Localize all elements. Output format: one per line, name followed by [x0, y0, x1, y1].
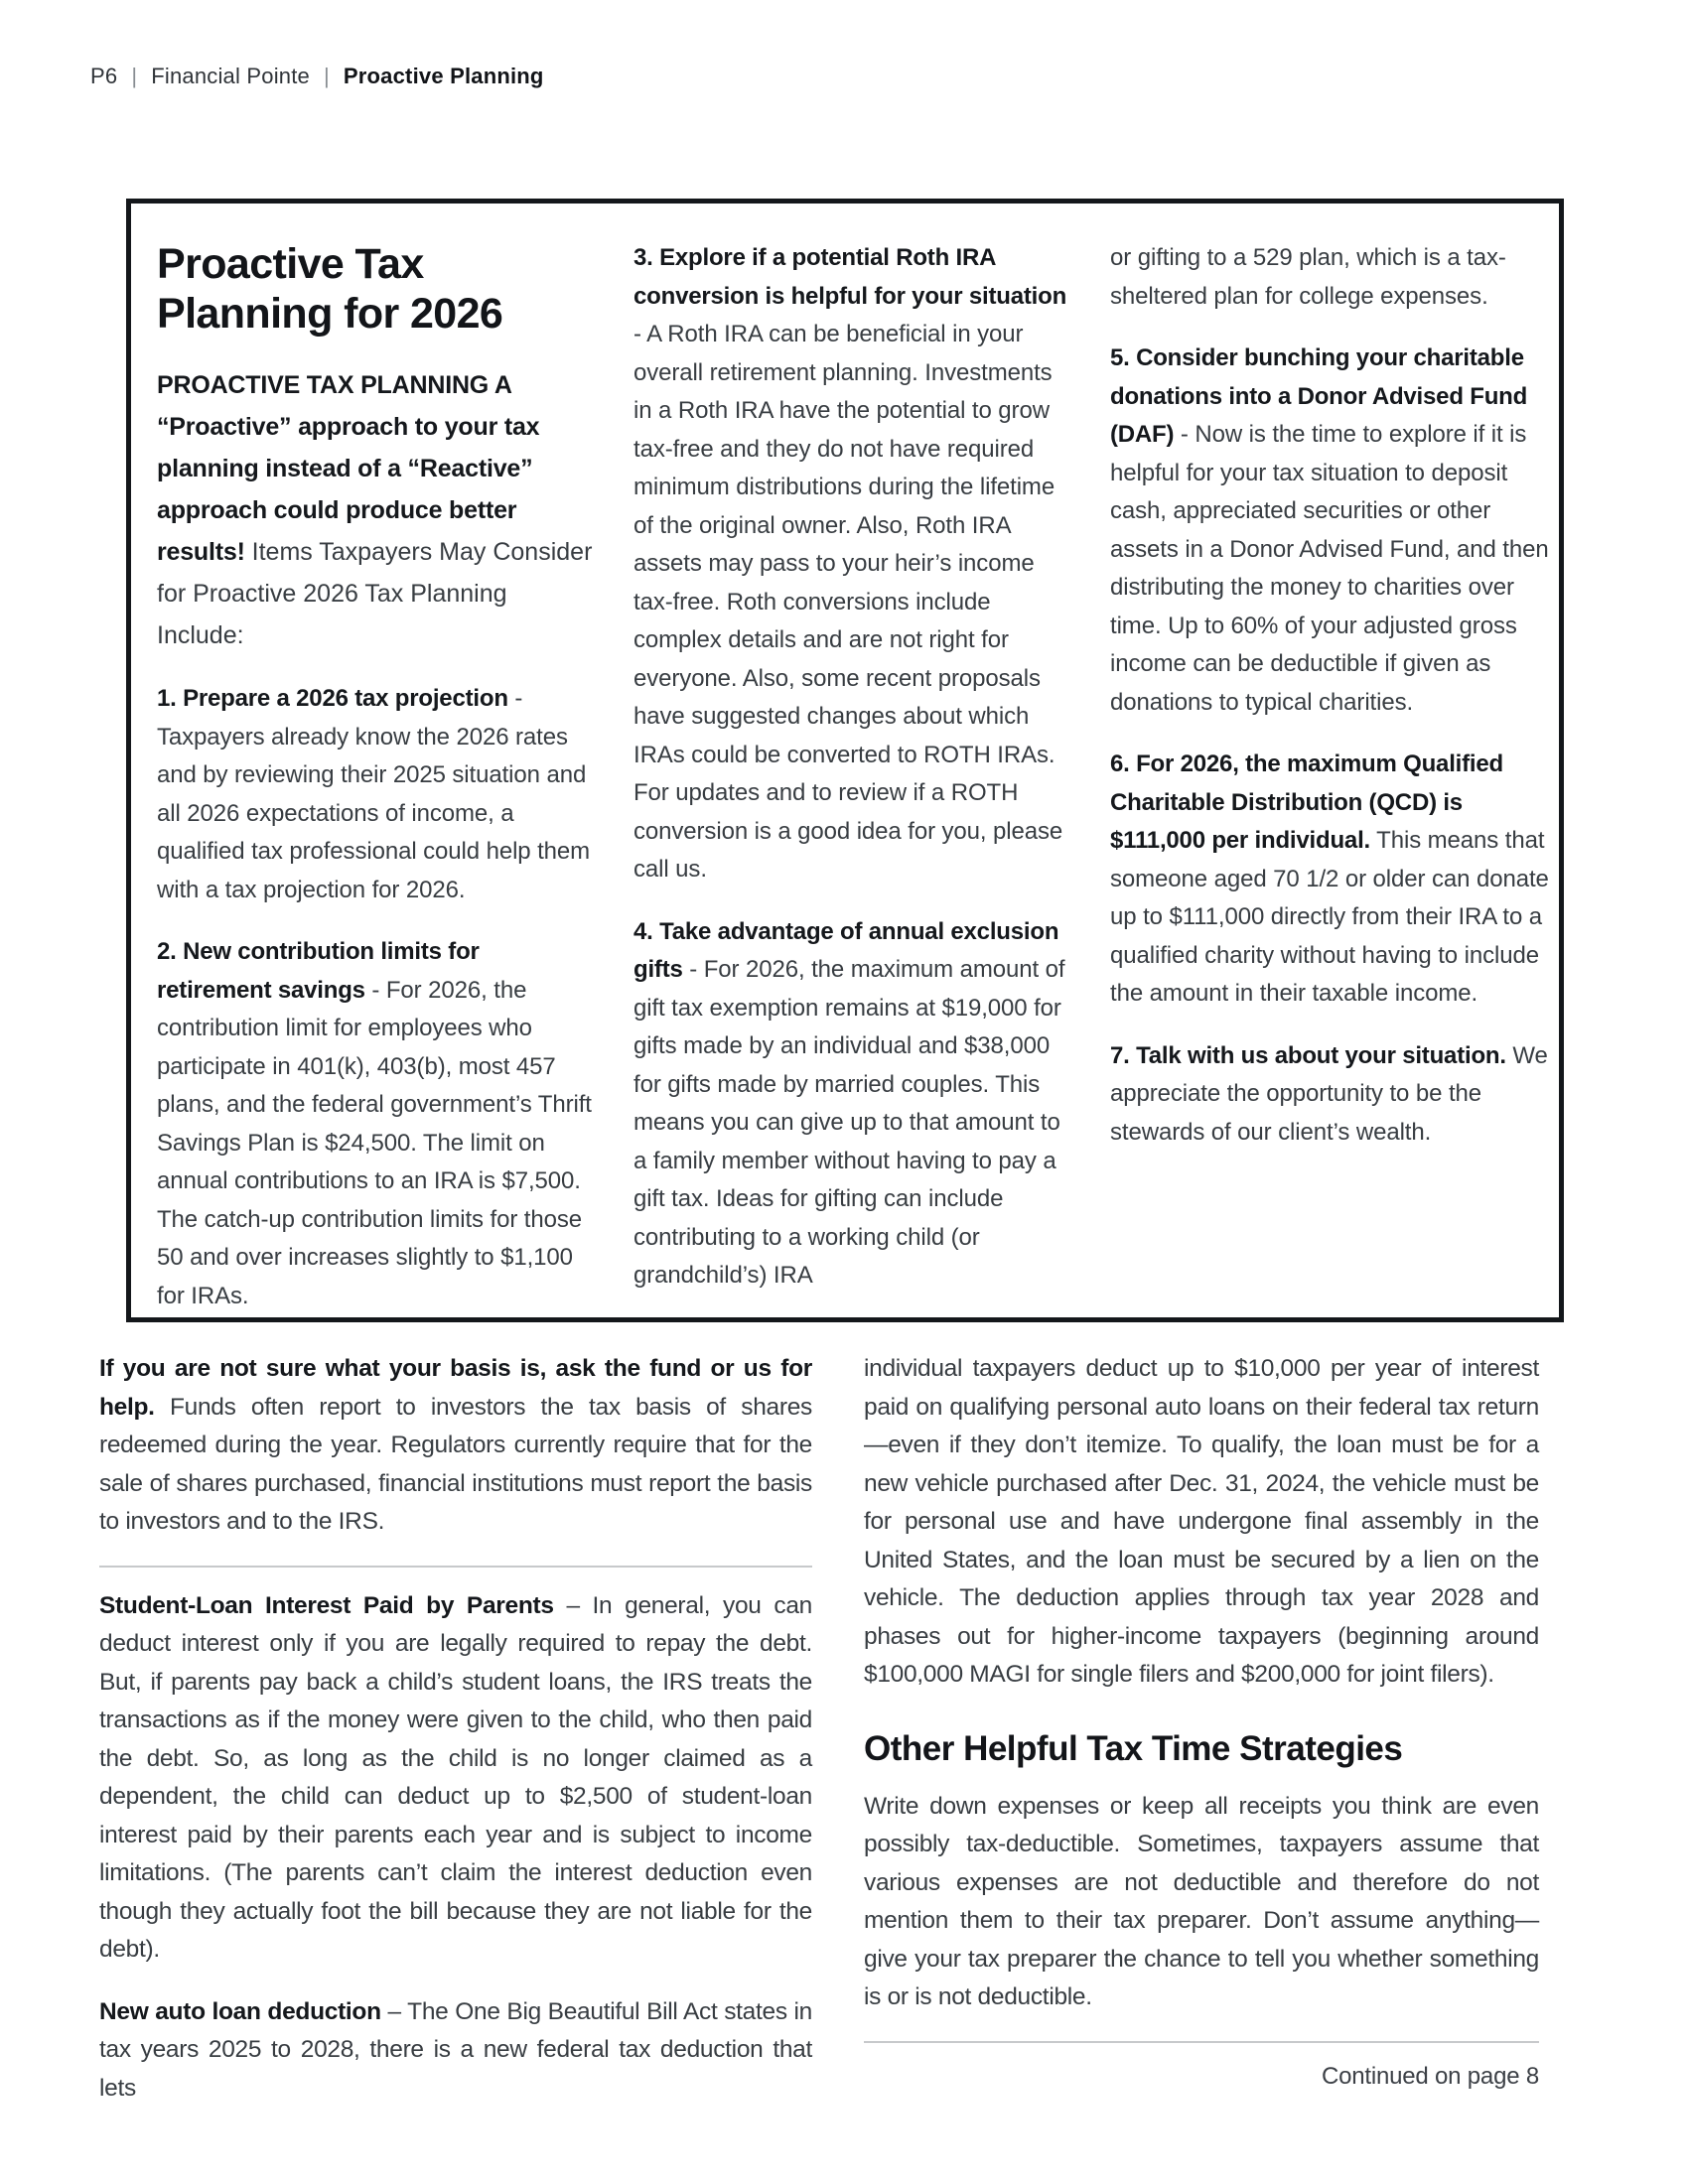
bottom-section — [99, 1350, 1539, 2124]
paragraph-lead-in: If you are not sure what your basis is, ask the fund or us for help. — [99, 1355, 812, 1421]
paragraph-lead-in: 4. Take advantage of annual exclusion gifts — [633, 917, 1059, 983]
feature-column-3 — [1110, 239, 1549, 1317]
paragraph-text: Write down expenses or keep all receipts you think are even possibly tax-deductible. Sometimes, taxpayers assume that various expenses are not deductible and therefore do not mention them to their tax preparer. Don’t assume anything—give your tax preparer the chance to tell you whether something is or is not deductible. — [864, 1792, 1539, 2010]
feature-column-1 — [157, 239, 596, 1317]
paragraph-lead-in: New auto loan deduction — [99, 1997, 381, 2025]
paragraph — [1110, 1037, 1549, 1153]
feature-column-1-blocks — [157, 364, 596, 1315]
feature-column-2-blocks — [633, 239, 1072, 1296]
paragraph — [633, 239, 1072, 889]
section-name: Proactive Planning — [343, 64, 544, 88]
paragraph-text: – In general, you can deduct interest only if you are legally required to repay the debt. But, if parents pay back a child’s student loans, the IRS treats the transactions as if the money were given to the child, who then paid the debt. So, as long as the child is no longer claimed as a dependent, the child can deduct up to $2,500 of student-loan interest paid by their parents each year and is subject to income limitations. (The parents can’t claim the interest deduction even though they actually foot the bill because they are not liable for the debt). — [99, 1591, 812, 1963]
paragraph-text: Items Taxpayers May Consider for Proactive 2026 Tax Planning Include: — [157, 538, 593, 649]
paragraph-lead-in: 3. Explore if a potential Roth IRA conversion is helpful for your situation — [633, 244, 1067, 310]
paragraph — [99, 1350, 812, 1542]
paragraph — [157, 680, 596, 909]
paragraph-lead-in: Student-Loan Interest Paid by Parents — [99, 1591, 554, 1619]
feature-title-line-2: Planning for 2026 — [157, 290, 503, 338]
paragraph — [864, 1350, 1539, 1695]
paragraph-text: Funds often report to investors the tax basis of shares redeemed during the year. Regulators currently require that for the sale of shares purchased, financial institutions must report the basis to investors and to the IRS. — [99, 1393, 812, 1535]
paragraph-text: - For 2026, the contribution limit for employees who participate in 401(k), 403(b), most 457 plans, and the federal government’s Thrift Savings Plan is $24,500. The limit on annual contributions to an IRA is $7,500. The catch-up contribution limits for those 50 and over increases slightly to $1,100 for IRAs. — [157, 976, 592, 1309]
paragraph-text: or gifting to a 529 plan, which is a tax-sheltered plan for college expenses. — [1110, 244, 1506, 310]
paragraph-lead-in: 1. Prepare a 2026 tax projection — [157, 685, 508, 712]
paragraph — [1110, 239, 1549, 316]
feature-column-2 — [633, 239, 1072, 1317]
paragraph-text: - Taxpayers already know the 2026 rates and by reviewing their 2025 situation and all 2026 expectations of income, a qualified tax professional could help them with a tax projection for 2026. — [157, 685, 591, 903]
feature-title — [157, 239, 596, 339]
paragraph-lead-in: 2. New contribution limits for retirement savings — [157, 938, 480, 1004]
paragraph-text: - For 2026, the maximum amount of gift tax exemption remains at $19,000 for gifts made by an individual and $38,000 for gifts made by married couples. This means you can give up to that amount to a family member without having to pay a gift tax. Ideas for gifting can include contributing to a working child (or grandchild’s) IRA — [633, 956, 1065, 1289]
header-separator: | — [323, 64, 330, 88]
paragraph — [1110, 340, 1549, 722]
feature-box — [126, 199, 1564, 1322]
paragraph — [157, 933, 596, 1315]
bottom-right-column — [864, 1350, 1539, 2091]
paragraph-lead-in: PROACTIVE TAX PLANNING A “Proactive” approach to your tax planning instead of a “Reactive” approach could produce better results! — [157, 371, 540, 566]
paragraph — [1110, 746, 1549, 1014]
page-number: P6 — [90, 64, 118, 88]
paragraph-text: - A Roth IRA can be beneficial in your overall retirement planning. Investments in a Roth IRA have the potential to grow tax-free and they do not have required minimum distributions during the lifetime of the original owner. Also, Roth IRA assets may pass to your heir’s income tax-free. Roth conversions include complex details and are not right for everyone. Also, some recent proposals have suggested changes about which IRAs could be converted to ROTH IRAs. For updates and to review if a ROTH conversion is a good idea for you, please call us. — [633, 321, 1063, 883]
paragraph-text: This means that someone aged 70 1/2 or older can donate up to $111,000 directly from their IRA to a qualified charity without having to include the amount in their taxable income. — [1110, 827, 1549, 1007]
header-separator: | — [131, 64, 138, 88]
bottom-left-column — [99, 1350, 812, 2131]
feature-intro — [157, 364, 596, 656]
section-divider — [99, 1566, 812, 1568]
paragraph — [99, 1587, 812, 1970]
paragraph-text: individual taxpayers deduct up to $10,000 per year of interest paid on qualifying personal auto loans on their federal tax return—even if they don’t itemize. To qualify, the loan must be for a new vehicle purchased after Dec. 31, 2024, the vehicle must be for personal use and have undergone final assembly in the United States, and the loan must be secured by a lien on the vehicle. The deduction applies through tax year 2028 and phases out for higher-income taxpayers (beginning around $100,000 MAGI for single filers and $200,000 for joint filers). — [864, 1355, 1539, 1688]
section-heading: Other Helpful Tax Time Strategies — [864, 1728, 1403, 1768]
continued-note: Continued on page 8 — [1321, 2062, 1539, 2090]
paragraph-lead-in: 6. For 2026, the maximum Qualified Charitable Distribution (QCD) is $111,000 per individual. — [1110, 751, 1503, 854]
paragraph — [864, 1788, 1539, 2017]
paragraph-lead-in: 7. Talk with us about your situation. — [1110, 1041, 1506, 1069]
feature-column-3-blocks — [1110, 239, 1549, 1152]
paragraph-text: - Now is the time to explore if it is helpful for your tax situation to deposit cash, appreciated securities or other assets in a Donor Advised Fund, and then distributing the money to charities over time. Up to 60% of your adjusted gross income can be deductible if given as donations to typical charities. — [1110, 421, 1549, 716]
paragraph-text: – The One Big Beautiful Bill Act states in tax years 2025 to 2028, there is a new federal tax deduction that lets — [99, 1997, 812, 2102]
page-header — [90, 64, 544, 89]
section-divider — [864, 2041, 1539, 2043]
paragraph-text: We appreciate the opportunity to be the stewards of our client’s wealth. — [1110, 1041, 1548, 1146]
publication-name: Financial Pointe — [151, 64, 310, 88]
paragraph — [99, 1993, 812, 2109]
feature-title-line-1: Proactive Tax — [157, 240, 424, 288]
paragraph-lead-in: 5. Consider bunching your charitable donations into a Donor Advised Fund (DAF) — [1110, 344, 1528, 448]
paragraph — [633, 913, 1072, 1296]
